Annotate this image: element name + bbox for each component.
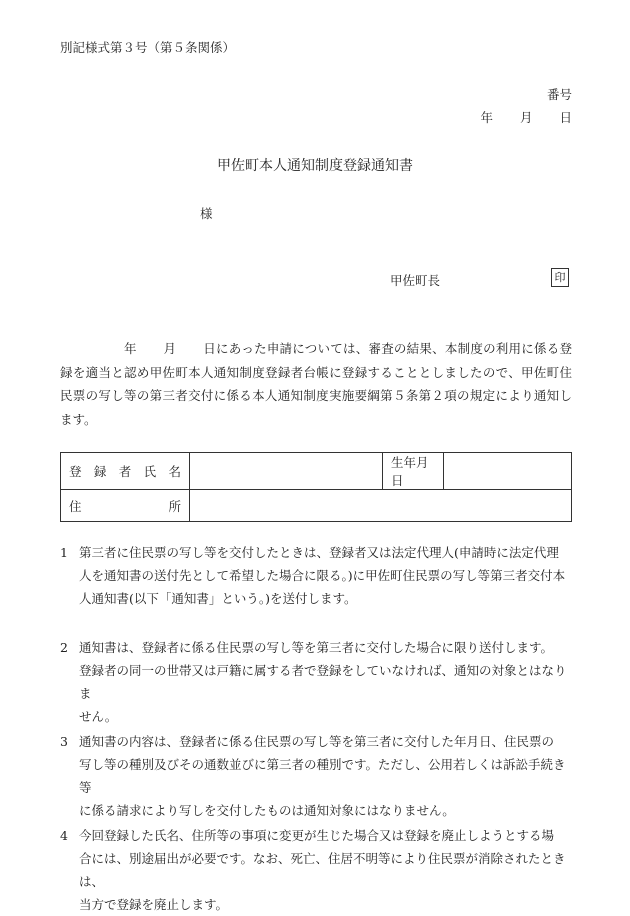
name-label [69,462,181,480]
note-line: 人通知書(以下「通知書」という。)を送付します。 [79,591,357,606]
note-line: 今回登録した氏名、住所等の事項に変更が生じた場合又は登録を廃止しようとする場 [79,828,555,843]
note-line: 写し等の種別及びその通数並びに第三者の種別です。ただし、公用若しくは訴訟手続き等 [79,757,566,795]
note-line: 当方で登録を廃止します。 [79,897,229,912]
seal-mark: 印 [551,268,569,287]
note-line: 合には、別途届出が必要です。なお、死亡、住居不明等により住民票が消除されたときは、 [79,851,566,889]
address-label-cell [61,490,190,522]
issue-date [480,108,572,126]
table-row [61,490,572,522]
label-char: 住 [69,498,82,514]
registrant-table [60,452,572,522]
note-line: 通知書は、登録者に係る住民票の写し等を第三者に交付した場合に限り送付します。 [79,640,554,655]
number-label: 番号 [546,87,572,102]
label-char: 名 [168,464,181,479]
body-paragraph [60,337,572,431]
note-line: 通知書の内容は、登録者に係る住民票の写し等を第三者に交付した年月日、住民票の [79,734,555,749]
body-date [60,341,203,356]
note-line: せん。 [79,709,118,724]
birth-label-cell: 生年月日 [383,453,444,490]
name-label-cell [61,453,190,490]
table-row [61,453,572,490]
body-year: 年 [124,341,137,356]
form-number: 別記様式第３号（第５条関係） [60,40,236,55]
addressee-suffix: 様 [200,206,213,221]
note-line: 第三者に住民票の写し等を交付したときは、登録者又は法定代理人(申請時に法定代理 [79,545,559,560]
address-value-cell[interactable] [190,490,572,522]
label-char: 者 [118,464,132,479]
date-month: 月 [519,110,533,125]
note-number: 3 [60,734,68,749]
date-day: 日 [559,110,572,125]
body-month: 月 [163,341,177,356]
body-text: 日にあった申請については、審査の結果、本制度の利用に係る登録を適当と認め甲佐町本人通知制度登録者台帳に登録することとしましたので、甲佐町住民票の写し等の第三者交付に係る本人通知制度実施要綱第５条第２項の規定により通知します。 [60,341,572,427]
note-item [60,636,572,728]
issuer-name: 甲佐町長 [390,273,441,288]
note-line: 登録者の同一の世帯又は戸籍に属する者で登録をしていなければ、通知の対象とはなりま [79,663,567,701]
birth-value-cell[interactable] [444,453,572,490]
name-value-cell[interactable] [190,453,383,490]
note-item [60,824,572,916]
address-label [69,497,181,515]
note-line: 人を通知書の送付先として希望した場合に限る。)に甲佐町住民票の写し等第三者交付本 [79,568,566,583]
label-char: 所 [168,498,181,514]
document-title: 甲佐町本人通知制度登録通知書 [217,158,413,174]
label-char: 録 [93,464,107,479]
date-year: 年 [480,110,493,125]
note-item [60,730,572,822]
note-number: 2 [60,640,68,655]
note-line: に係る請求により写しを交付したものは通知対象にはなりません。 [79,803,455,818]
label-char: 登 [69,464,82,479]
note-item [60,541,572,610]
note-number: 4 [60,828,68,843]
label-char: 氏 [143,464,157,479]
note-number: 1 [60,545,68,560]
